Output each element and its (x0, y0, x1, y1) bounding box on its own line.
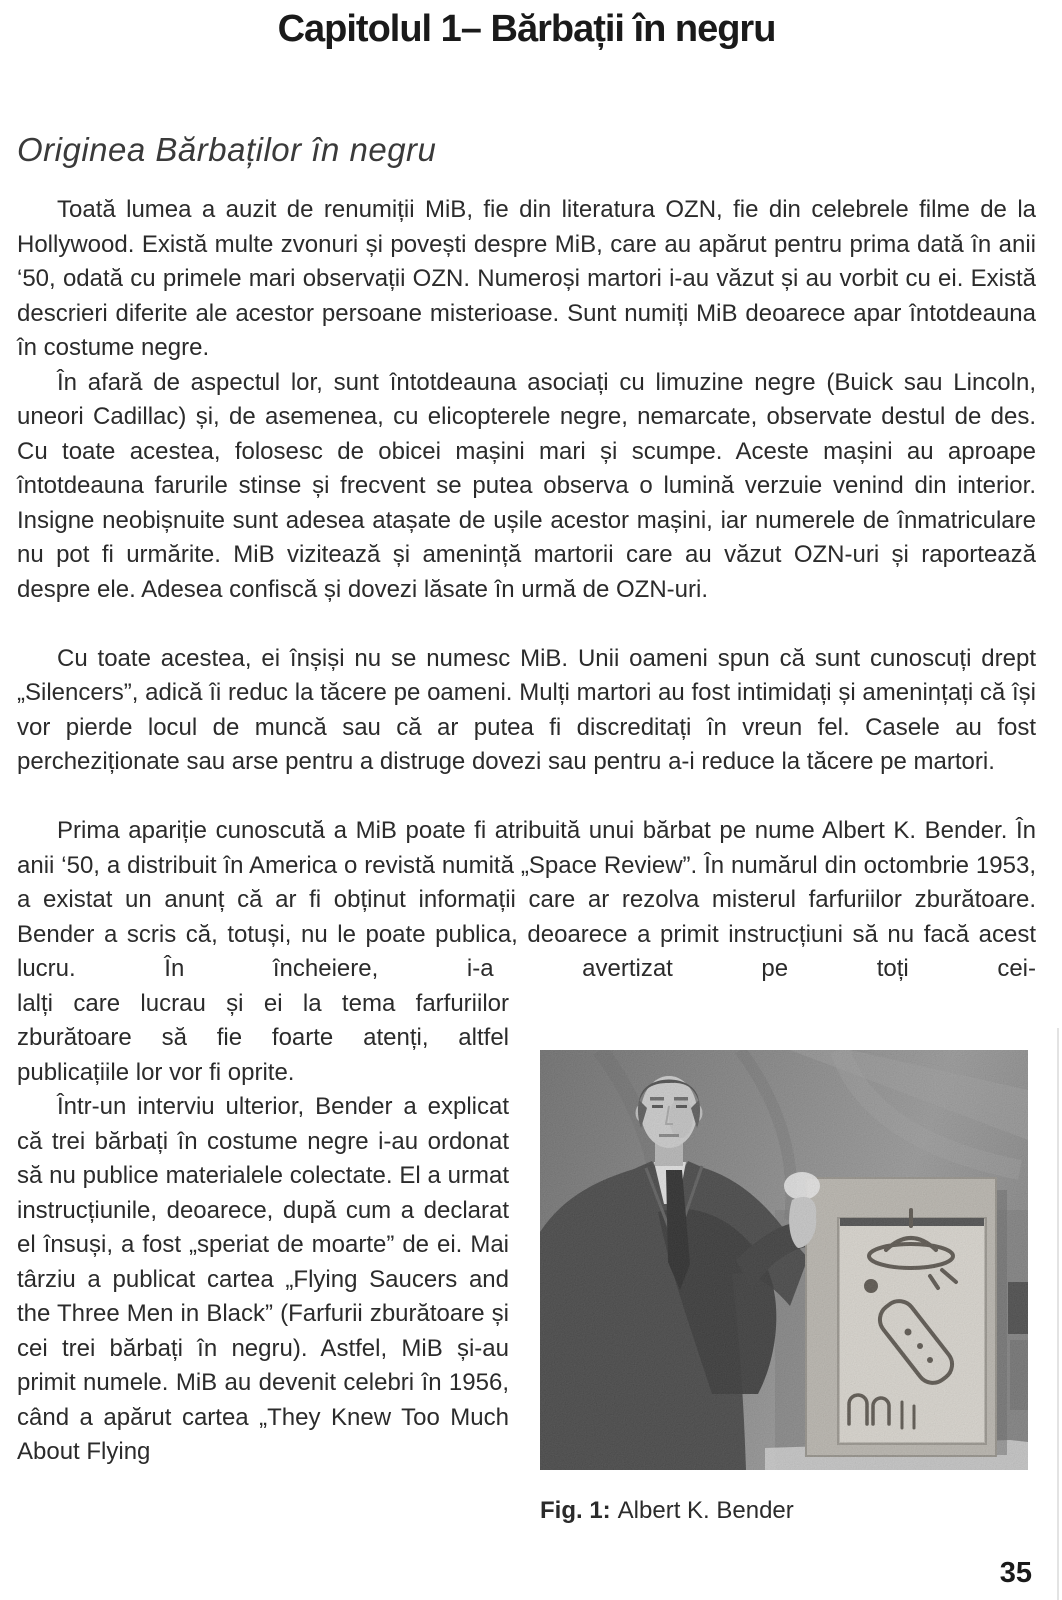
paragraph-4-main: Prima apariție cunoscută a MiB poate fi atribuită unui bărbat pe nume Albert K. Bender. În anii ‘50, a distribuit în America o revistă numită „Space Review”. În numărul din octombrie 1953, a existat un anunț că ar fi obținut informații care ar rezolva misterul farfuriilor zburătoare. Bender a scris că, totuși, nu le poate publica, deoarece a primit instrucțiuni să nu facă acest lucru. În încheiere, i-a avertizat pe toți cei- (17, 817, 1036, 983)
figure-caption-name: Albert K. Bender (617, 1496, 794, 1524)
text-and-figure-section (17, 987, 1036, 1525)
figure-1 (540, 1050, 1028, 1525)
paragraph-2: În afară de aspectul lor, sunt întotdeauna asociați cu limuzine negre (Buick sau Lincoln, uneori Cadillac) și, de asemenea, cu elicopterele negre, nemarcate, observate destul de des. Cu toate acestea, folosesc de obicei mașini mari și scumpe. Aceste mașini au aproape întotdeauna farurile stinse și frecvent se putea observa o lumină verzuie venind din interior. Insigne neobișnuite sunt adesea atașate de ușile acestor mașini, iar numerele de înmatriculare nu pot fi urmărite. MiB vizitează și amenință martorii care au văzut OZN-uri și raportează despre ele. Adesea confiscă și dovezi lăsate în urmă de OZN-uri. (17, 368, 1036, 603)
paragraph-1: Toată lumea a auzit de renumiții MiB, fie din literatura OZN, fie din celebrele filme de la Hollywood. Există multe zvonuri și povești despre MiB, care au apărut pentru prima dată în anii ‘50, odată cu primele mari observații OZN. Numeroși martori i-au văzut și au vorbit cu ei. Există descrieri diferite ale acestor persoane misterioase. Sunt numiți MiB deoarece apar întotdeauna în costume negre. (17, 196, 1036, 362)
figure-caption-label: Fig. 1: (540, 1496, 611, 1524)
section-heading: Originea Bărbaților în negru (17, 130, 437, 168)
paragraph-3: Cu toate acestea, ei înșiși nu se numesc MiB. Unii oameni spun că sunt cunoscuți drept „Silencers”, adică îi reduc la tăcere pe oameni. Mulți martori au fost intimidați și amenințați că își vor pierde locul de muncă sau că ar putea fi discreditați în vreun fel. Casele au fost percheziționate sau arse pentru a distruge dovezi sau pentru a-i reduce la tăcere pe martori. (17, 644, 1036, 776)
grain-overlay (540, 1050, 1028, 1470)
chapter-title: Capitolul 1– Bărbații în negru (277, 8, 776, 50)
paragraph-5: Într-un interviu ulterior, Bender a explicat că trei bărbați în costume negre i-au ordonat să nu publice materialele colectate. El a urmat instrucțiunile, deoarece, după cum a declarat el însuși, a fost „speriat de moarte” de ei. Mai târziu a publicat cartea „Flying Saucers and the Three Men in Black” (Farfurii zburătoare și cei trei bărbați în negru). Astfel, MiB și-au primit numele. MiB au devenit celebri în 1956, când a apărut cartea „They Knew Too Much About Flying (17, 1093, 509, 1466)
narrow-text-column (17, 987, 509, 1525)
scan-edge-artifact (1057, 1028, 1059, 1600)
page-content (0, 10, 1062, 1525)
page-number: 35 (999, 1557, 1032, 1589)
bender-photo (540, 1050, 1028, 1470)
paragraph-4-continuation: lalți care lucrau și ei la tema farfuriilor zburătoare să fie foarte atenți, altfel publicațiile lor vor fi oprite. (17, 989, 509, 1086)
figure-caption (540, 1497, 1028, 1525)
